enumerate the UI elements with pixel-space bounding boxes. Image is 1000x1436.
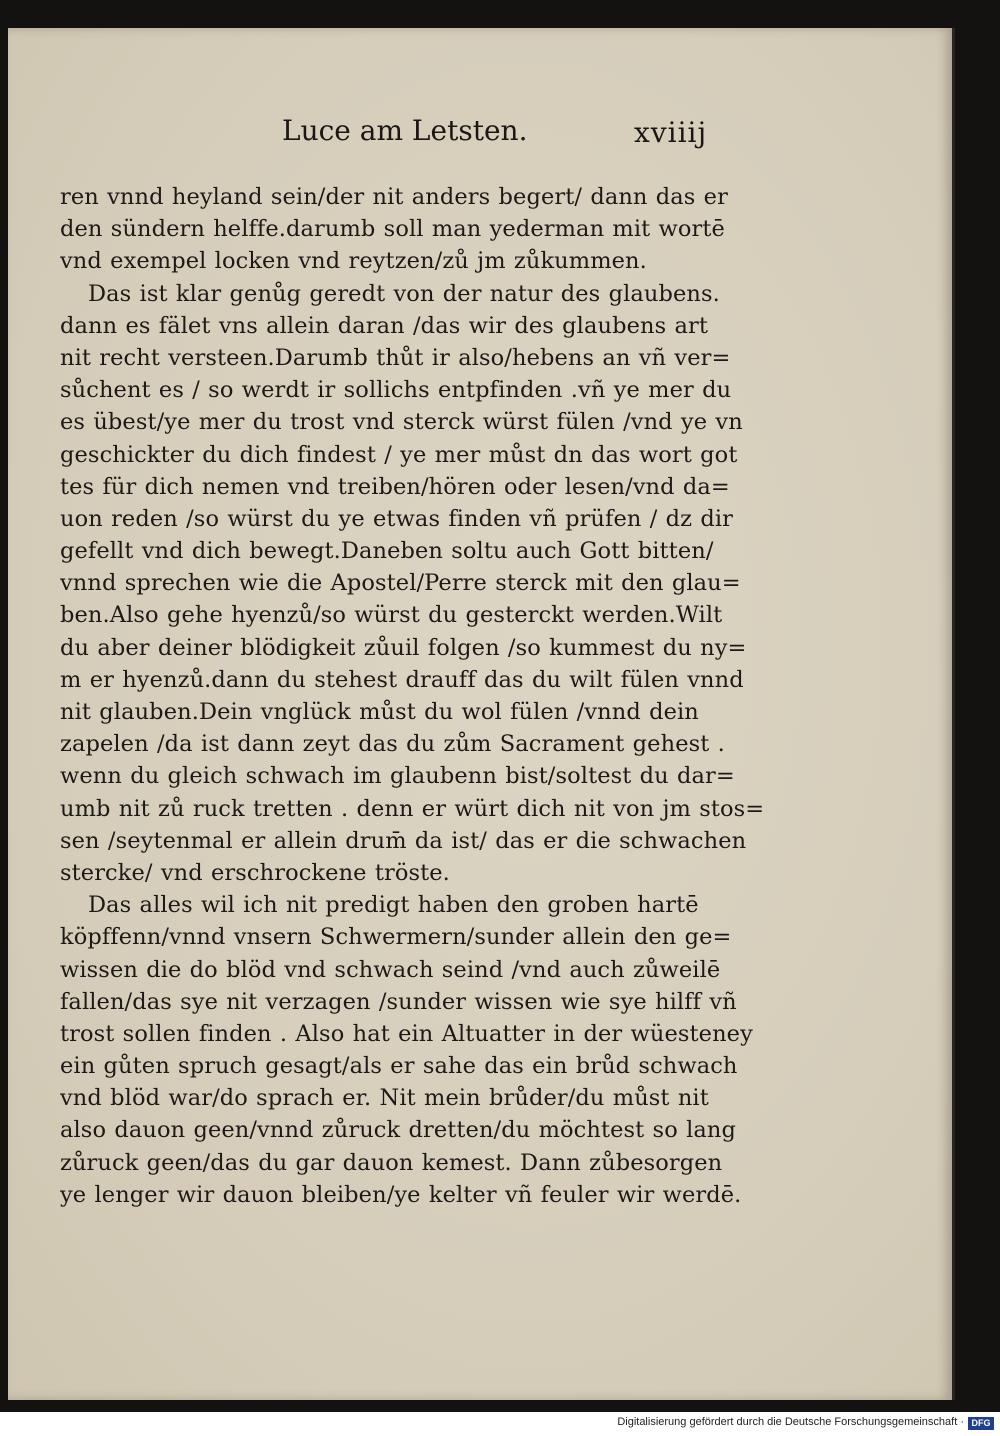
text-line: also dauon geen/vnnd zůruck dretten/du möchtest so lang	[60, 1117, 736, 1144]
folio-number: xviiij	[634, 116, 708, 149]
text-line: vnnd sprechen wie die Apostel/Perre sterck mit den glau=	[60, 570, 741, 597]
text-line: ye lenger wir dauon bleiben/ye kelter vñ feuler wir werdē.	[60, 1181, 742, 1208]
text-line: ren vnnd heyland sein/der nit anders begert/ dann das er	[60, 184, 728, 210]
text-line: ein gůten spruch gesagt/als er sahe das ein brůd schwach	[60, 1053, 738, 1080]
text-line: umb nit zů ruck tretten . denn er würt dich nit von jm stos=	[60, 795, 765, 822]
text-line: tes für dich nemen vnd treiben/hören oder lesen/vnd da=	[60, 473, 730, 500]
text-line: sen /seytenmal er allein drum̄ da ist/ das er die schwachen	[60, 827, 747, 854]
text-line: stercke/ vnd erschrockene tröste.	[60, 859, 450, 886]
text-line: vnd exempel locken vnd reytzen/zů jm zůkummen.	[60, 248, 647, 275]
text-line: dann es fälet vns allein daran /das wir des glaubens art	[60, 312, 709, 339]
text-line: fallen/das sye nit verzagen /sunder wissen wie sye hilff vñ	[60, 988, 737, 1015]
book-page	[8, 28, 955, 1400]
text-line: du aber deiner blödigkeit zůuil folgen /so kummest du ny=	[60, 634, 747, 661]
text-line: zůruck geen/das du gar dauon kemest. Dann zůbesorgen	[60, 1149, 723, 1176]
text-line: m er hyenzů.dann du stehest drauff das du wilt fülen vnnd	[60, 666, 744, 693]
text-line: ben.Also gehe hyenzů/so würst du gesterckt werden.Wilt	[60, 602, 723, 629]
text-line: köpffenn/vnnd vnsern Schwermern/sunder allein den ge=	[60, 924, 732, 951]
funding-credit: Digitalisierung gefördert durch die Deutsche Forschungsgemeinschaft ·	[617, 1416, 964, 1428]
text-line: uon reden /so würst du ye etwas finden vñ prüfen / dz dir	[60, 505, 734, 532]
text-line: es übest/ye mer du trost vnd sterck würst fülen /vnd ye vn	[60, 409, 743, 436]
text-line: geschickter du dich findest / ye mer můst dn das wort got	[60, 441, 738, 468]
text-line: sůchent es / so werdt ir sollichs entpfinden .vñ ye mer du	[60, 377, 732, 404]
text-line: trost sollen finden . Also hat ein Altuatter in der wüesteney	[60, 1020, 753, 1047]
text-line: nit recht versteen.Darumb thůt ir also/hebens an vñ ver=	[60, 344, 731, 371]
text-block	[60, 181, 800, 1211]
text-line: wissen die do blöd vnd schwach seind /vnd auch zůweilē	[60, 956, 721, 983]
running-head	[258, 110, 738, 154]
paragraph-start-line: Das alles wil ich nit predigt haben den groben hartē	[88, 892, 699, 919]
text-line: gefellt vnd dich bewegt.Daneben soltu auch Gott bitten/	[60, 538, 714, 565]
paragraph-start-line: Das ist klar genůg geredt von der natur des glaubens.	[88, 280, 720, 307]
text-line: vnd blöd war/do sprach er. Nit mein brůder/du můst nit	[60, 1085, 709, 1112]
text-line: zapelen /da ist dann zeyt das du zům Sacrament gehest .	[60, 731, 725, 758]
footer-bar	[0, 1412, 1000, 1436]
text-line: den sündern helffe.darumb soll man yederman mit wortē	[60, 216, 725, 243]
text-line: nit glauben.Dein vnglück můst du wol fülen /vnnd dein	[60, 699, 699, 725]
running-title: Luce am Letsten.	[282, 114, 528, 147]
dfg-logo-icon: DFG	[968, 1417, 994, 1430]
text-line: wenn du gleich schwach im glaubenn bist/soltest du dar=	[60, 763, 735, 790]
